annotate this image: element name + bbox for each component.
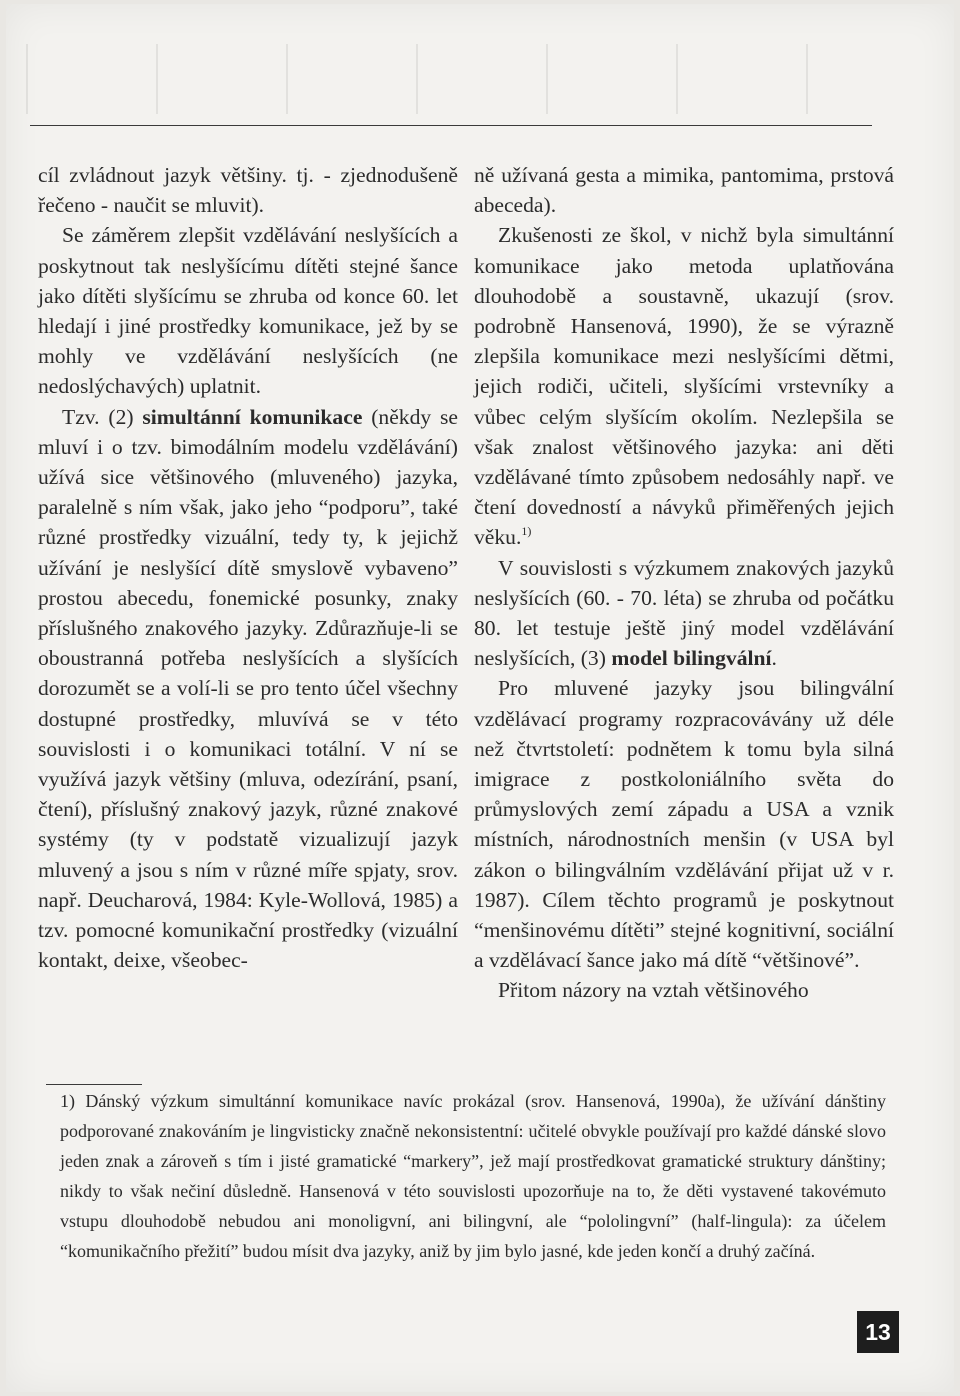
page-number: 13 (857, 1311, 899, 1353)
paragraph: Tzv. (2) simultánní komunikace (někdy se mluví i o tzv. bimodálním modelu vzdělávání) užívá sice většinového (mluveného) jazyka, paralelně s ním však, jako jeho “podporu”, také různé prostředky vizuální, tedy ty, k jejichž užívání je neslyšící dítě smyslově vybaveno” prostou abecedu, fonemické posunky, znaky příslušného znakového jazyky. Zdůrazňuje-li se oboustranná potřeba neslyšících a slyšících dorozumět se a volí-li se pro tento účel všechny dostupné prostředky, mluvívá se v této souvislosti i o komunikaci totální. V ní se využívá jazyk většiny (mluva, odezírání, psaní, čtení), příslušný znakový jazyk, různé znakové systémy (ty v podstatě vizualizují jazyk mluvený a jsou s ním v různé míře spjaty, srov. např. Deucharová, 1984: Kyle-Wollová, 1985) a tzv. pomocné komunikační prostředky (vizuální kontakt, deixe, všeobec- (38, 404, 458, 973)
paragraph: V souvislosti s výzkumem znakových jazyků neslyšících (60. - 70. léta) se zhruba od počátku 80. let testuje ještě jiný model vzdělávání neslyšících, (3) model bilingvální. (474, 555, 894, 671)
paragraph: Se záměrem zlepšit vzdělávání neslyšících a poskytnout tak neslyšícímu dítěti stejné šance jako dítěti slyšícímu se zhruba od konce 60. let hledají i jiné prostředky komunikace, jež by se mohly ve vzdělávání neslyšících (ne nedoslýchavých) uplatnit. (38, 223, 458, 399)
footnote-ref: 1) (521, 524, 532, 539)
term-bilingual-model: model bilingvální (611, 646, 772, 671)
footnote: 1) Dánský výzkum simultánní komunikace navíc prokázal (srov. Hansenová, 1990a), že užívání dánštiny podporované znakováním je lingvisticky značně nekonsistentní: učitelé obvykle používají pro každé dánské slovo jeden znak a zároveň s tím i jisté gramatické “markery”, jež mají prostředkovat gramatické struktury dánštiny; nikdy to však nečiní důsledně. Hansenová v této souvislosti upozorňuje na to, že děti vystavené takovémuto vstupu dlouhodobě nebudou ani monoligvní, ani bilingvní, ale “pololingvní” (half-lingula): za účelem “komunikačního přežití” budou mísit dva jazyky, aniž by jim bylo jasné, kde jeden končí a druhý začíná. (60, 1091, 886, 1261)
paragraph: Pro mluvené jazyky jsou bilingvální vzdělávací programy rozpracovávány už déle než čtvrtstoletí: podnětem k tomu byla silná imigrace z postkoloniálního světa do průmyslových zemí západu a USA a vznik místních, národnostních menšin (v USA byl zákon o bilingválním vzdělávání přijat už v r. 1987). Cílem těchto programů je poskytnout “menšinovému dítěti” stejné kognitivní, sociální a vzdělávací šance jako má dítě “většinové”. (474, 676, 894, 973)
left-column (38, 160, 458, 975)
paragraph: cíl zvládnout jazyk většiny. tj. - zjednodušeně řečeno - naučit se mluvit). (38, 163, 458, 218)
paragraph: ně užívaná gesta a mimika, pantomima, prstová abeceda). (474, 163, 894, 218)
right-column (474, 160, 894, 1006)
header-rule (30, 125, 872, 126)
term-simultaneous-communication: simultánní komunikace (142, 404, 363, 429)
footnote-rule (46, 1084, 142, 1085)
bleed-through-shadow (26, 44, 934, 114)
book-page (6, 4, 954, 1392)
paragraph: Zkušenosti ze škol, v nichž byla simultánní komunikace jako metoda uplatňována dlouhodobě a soustavně, ukazují (srov. podrobně Hansenová, 1990), že se výrazně zlepšila komunikace mezi neslyšícími dětmi, jejich rodiči, učiteli, slyšícími vrstevníky a vůbec celým slyšícím okolím. Nezlepšila se však znalost většinového jazyka: ani děti vzdělávané tímto způsobem nedosáhly např. ve čtení dovedností a návyků přiměřených jejich věku.$^{1)}$ (474, 223, 894, 550)
paragraph: Přitom názory na vztah většinového (498, 978, 809, 1003)
